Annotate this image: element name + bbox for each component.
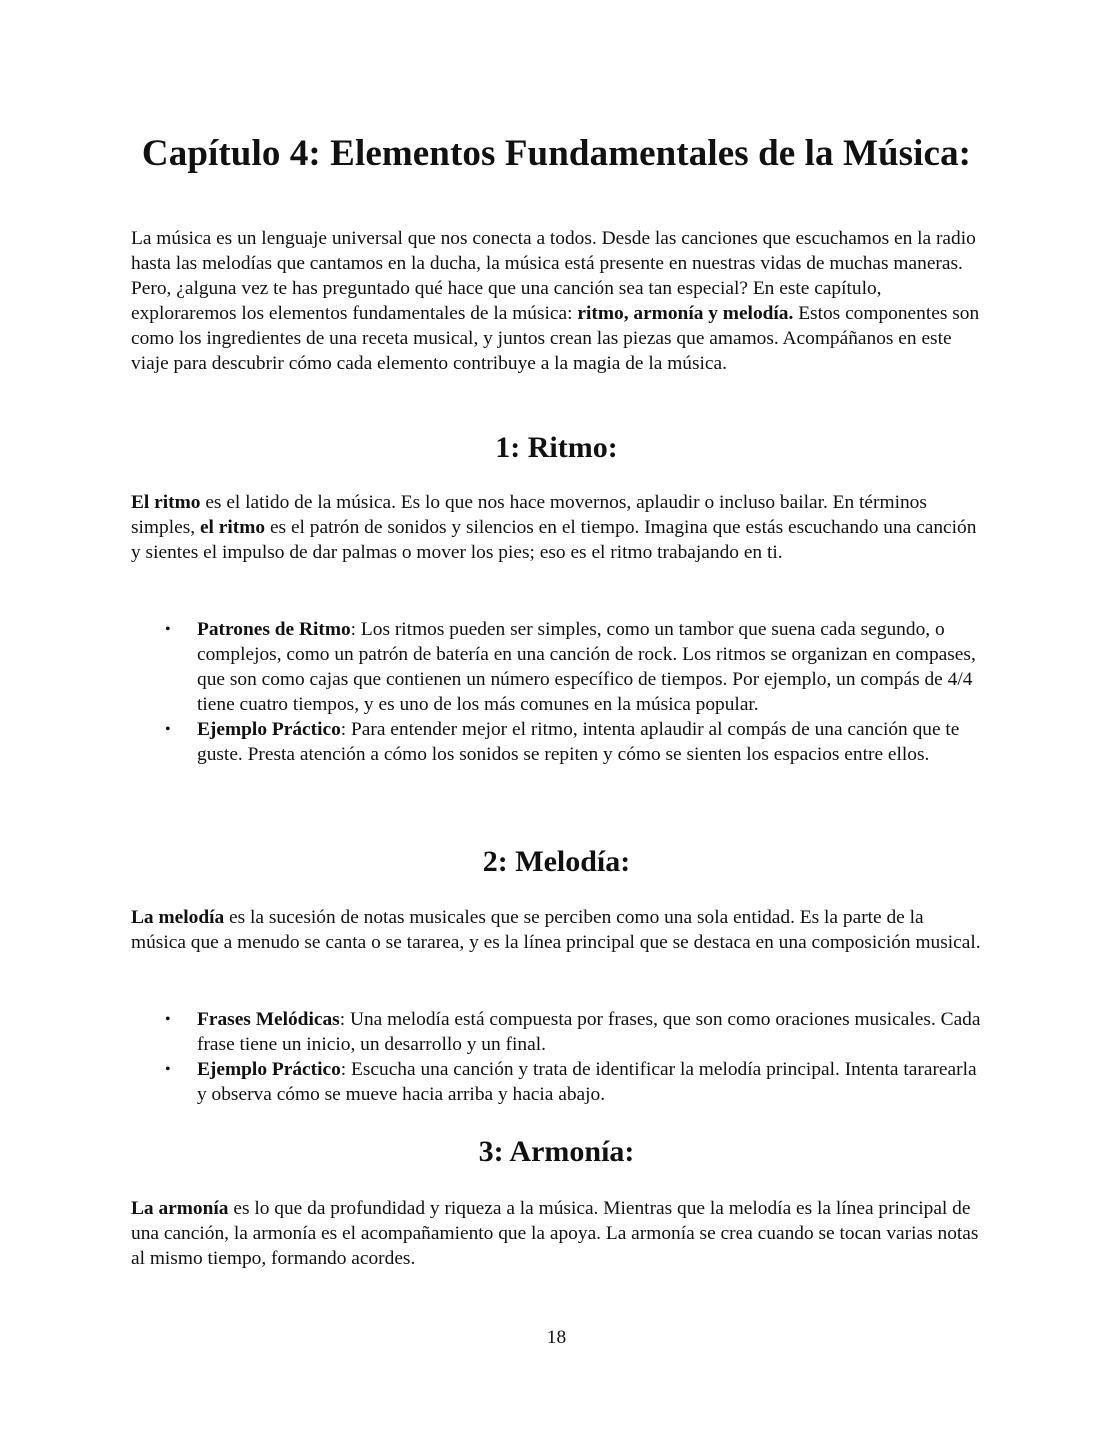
intro-paragraph bbox=[131, 226, 981, 376]
ritmo-bold-term-2: el ritmo bbox=[199, 517, 266, 538]
armonia-text: es lo que da profundidad y riqueza a la música. Mientras que la melodía es la línea principal de una canción, la armonía es el acompañamiento que la apoya. La armonía se crea cuando se tocan varias notas al mismo tiempo, formando acordes. bbox=[131, 1198, 979, 1269]
chapter-title: Capítulo 4: Elementos Fundamentales de la Música: bbox=[141, 133, 972, 174]
list-item-term: Frases Melódicas bbox=[197, 1009, 340, 1030]
list-item bbox=[131, 1057, 981, 1107]
intro-bold-text: ritmo, armonía y melodía. bbox=[577, 303, 794, 324]
list-item bbox=[131, 1007, 981, 1057]
armonia-bold-term: La armonía bbox=[131, 1198, 229, 1219]
section-heading-ritmo: 1: Ritmo: bbox=[495, 431, 618, 464]
ritmo-paragraph bbox=[131, 490, 981, 565]
bullet-icon: • bbox=[165, 721, 171, 738]
bullet-icon: • bbox=[165, 621, 171, 638]
list-item-text: : Una melodía está compuesta por frases, que son como oraciones musicales. Cada frase tiene un inicio, un desarrollo y un final. bbox=[197, 1009, 981, 1055]
bullet-icon: • bbox=[165, 1061, 171, 1078]
list-item bbox=[131, 617, 981, 717]
list-item-term: Ejemplo Práctico bbox=[197, 719, 341, 740]
list-item-term: Ejemplo Práctico bbox=[197, 1059, 341, 1080]
list-item-text: : Los ritmos pueden ser simples, como un tambor que suena cada segundo, o complejos, como un patrón de batería en una canción de rock. Los ritmos se organizan en compases, que son como cajas que contienen un número específico de tiempos. Por ejemplo, un compás de 4/4 tiene cuatro tiempos, y es uno de los más comunes en la música popular. bbox=[197, 619, 976, 715]
list-item-term: Patrones de Ritmo bbox=[197, 619, 351, 640]
section-heading-armonia: 3: Armonía: bbox=[478, 1135, 635, 1168]
list-item-text: : Escucha una canción y trata de identificar la melodía principal. Intenta tararearla y observa cómo se mueve hacia arriba y hacia abajo. bbox=[197, 1059, 977, 1105]
ritmo-bullet-list bbox=[131, 617, 981, 767]
ritmo-text: es el latido de la música. Es lo que nos hace movernos, aplaudir o incluso bailar. En términos simples, bbox=[131, 492, 927, 538]
list-item-text: : Para entender mejor el ritmo, intenta aplaudir al compás de una canción que te guste. Presta atención a cómo los sonidos se repiten y cómo se sienten los espacios entre ellos. bbox=[197, 719, 960, 765]
melodia-text: es la sucesión de notas musicales que se perciben como una sola entidad. Es la parte de la música que a menudo se canta o se tararea, y es la línea principal que se destaca en una composición musical. bbox=[131, 907, 981, 953]
list-item bbox=[131, 717, 981, 767]
section-heading-melodia: 2: Melodía: bbox=[482, 845, 631, 878]
intro-text: La música es un lenguaje universal que nos conecta a todos. Desde las canciones que escuchamos en la radio hasta las melodías que cantamos en la ducha, la música está presente en nuestras vidas de muchas maneras. Pero, ¿alguna vez te has preguntado qué hace que una canción sea tan especial? En este capítulo, exploraremos los elementos fundamentales de la música: bbox=[131, 228, 976, 324]
ritmo-text-2: es el patrón de sonidos y silencios en el tiempo. Imagina que estás escuchando una canción y sientes el impulso de dar palmas o mover los pies; eso es el ritmo trabajando en ti. bbox=[131, 517, 977, 563]
page-number: 18 bbox=[546, 1327, 567, 1348]
melodia-bullet-list bbox=[131, 1007, 981, 1107]
armonia-paragraph bbox=[131, 1196, 981, 1271]
melodia-bold-term: La melodía bbox=[131, 907, 225, 928]
ritmo-bold-term: El ritmo bbox=[131, 492, 201, 513]
bullet-icon: • bbox=[165, 1011, 171, 1028]
melodia-paragraph bbox=[131, 905, 981, 955]
intro-text-continued: Estos componentes son como los ingredientes de una receta musical, y juntos crean las piezas que amamos. Acompáñanos en este viaje para descubrir cómo cada elemento contribuye a la magia de la música. bbox=[131, 303, 980, 374]
